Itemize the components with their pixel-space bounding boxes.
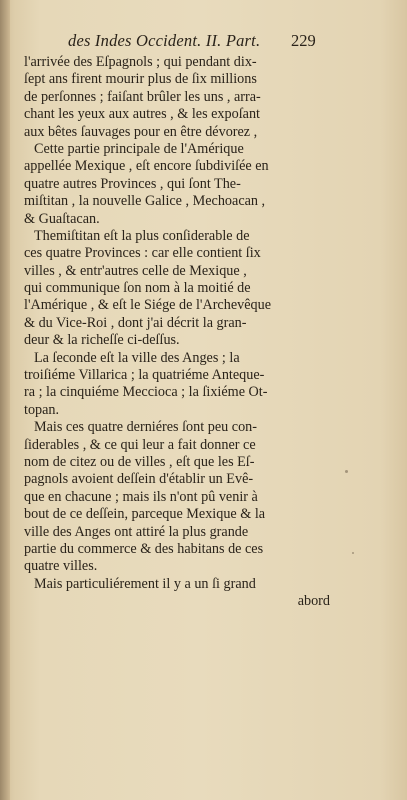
text-line: deur & la richeſſe ci-deſſus. — [24, 332, 180, 349]
text-line: ſept ans firent mourir plus de ſix millions — [24, 71, 257, 88]
text-line: chant les yeux aux autres , & les expoſant — [24, 106, 260, 123]
text-line: pagnols avoient deſſein d'établir un Evê- — [24, 471, 254, 488]
text-line: Themiſtitan eſt la plus conſiderable de — [34, 227, 250, 244]
text-line: & du Vice-Roi , dont j'ai décrit la gran- — [24, 314, 247, 331]
text-line: partie du commerce & des habitans de ces — [24, 540, 264, 557]
text-line: l'arrivée des Eſpagnols ; qui pendant dix- — [24, 54, 257, 70]
page-gutter — [0, 0, 10, 800]
text-line: quatre villes. — [24, 558, 98, 575]
text-line: quatre autres Provinces , qui ſont The- — [24, 175, 241, 192]
text-line: aux bêtes ſauvages pour en être dévorez , — [24, 123, 258, 140]
ink-speck — [352, 552, 354, 554]
text-line: ville des Anges ont attiré la plus grande — [24, 523, 249, 540]
text-line: troiſiéme Villarica ; la quatriéme Anteque- — [24, 367, 265, 384]
text-line: ſiderables , & ce qui leur a fait donner ce — [24, 436, 256, 453]
text-line: ra ; la cinquiéme Meccioca ; la ſixiéme Ot- — [24, 384, 268, 401]
text-line: miſtitan , la nouvelle Galice , Mechoacan , — [24, 193, 266, 210]
text-line: de perſonnes ; faiſant brûler les uns , arra- — [24, 88, 261, 105]
text-line: nom de citez ou de villes , eſt que les Eſ- — [24, 453, 255, 470]
text-line: topan. — [24, 401, 60, 418]
text-line: Mais ces quatre derniéres ſont peu con- — [34, 419, 257, 436]
page-number: 229 — [291, 31, 316, 50]
page-body — [24, 54, 330, 611]
text-line: ces quatre Provinces : car elle contient ſix — [24, 245, 261, 262]
text-line: villes , & entr'autres celle de Mexique , — [24, 262, 247, 279]
page-header — [0, 31, 407, 53]
running-title: des Indes Occident. II. Part. — [68, 31, 261, 50]
text-line: Cette partie principale de l'Amérique — [34, 140, 244, 157]
text-line: appellée Mexique , eſt encore ſubdiviſée en — [24, 158, 269, 175]
text-line: l'Amérique , & eſt le Siége de l'Archevêque — [24, 297, 271, 314]
text-line: Mais particuliérement il y a un ſi grand — [34, 575, 256, 592]
text-line: bout de ce deſſein, parceque Mexique & la — [24, 506, 266, 523]
ink-speck — [345, 470, 348, 473]
text-line: La ſeconde eſt la ville des Anges ; la — [34, 349, 240, 366]
text-line: & Guaſtacan. — [24, 210, 100, 227]
catchword: abord — [297, 593, 330, 610]
text-line: qui communique ſon nom à la moitié de — [24, 280, 251, 297]
text-line: que en chacune ; mais ils n'ont pû venir à — [24, 488, 258, 505]
